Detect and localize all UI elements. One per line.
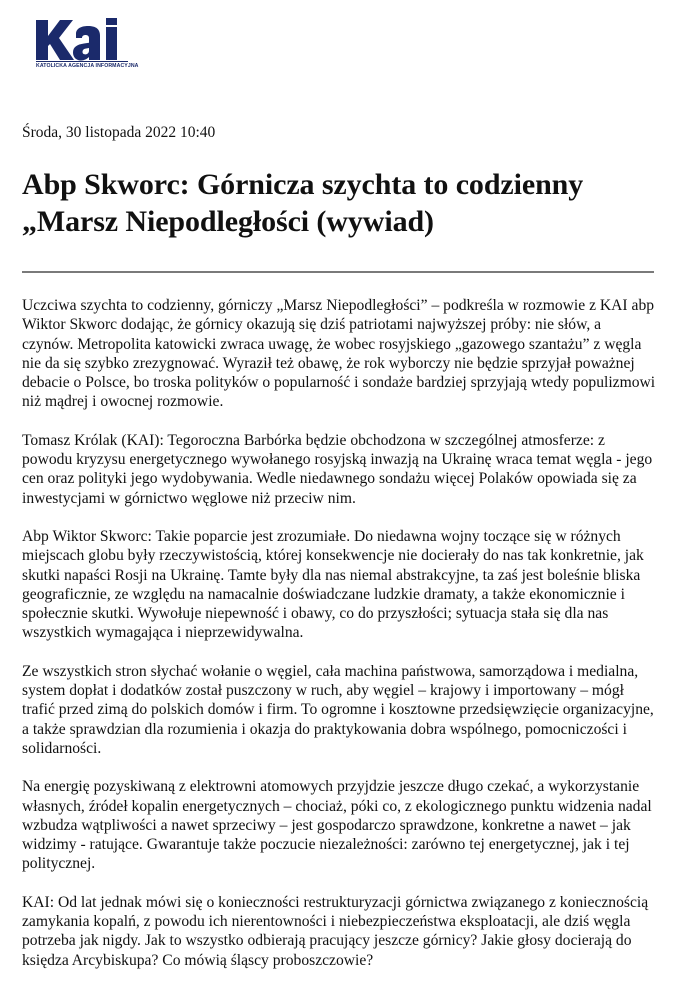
article-paragraph-question-2: KAI: Od lat jednak mówi się o konieczności restrukturyzacji górnictwa związanego z koniecznością zamykania kopalń, z powodu ich nierentowności i niebezpieczeństwa eksploatacji, ale dziś węgla potrzeba jak nigdy. Jak to wszystko odbierają pracujący jeszcze górnicy? Jakie głosy docierają do księdza Arcybiskupa? Co mówią śląscy proboszczowie?	[22, 893, 649, 969]
article-paragraph-lead: Uczciwa szychta to codzienny, górniczy „Marsz Niepodległości” – podkreśla w rozmowie z KAI abp Wiktor Skworc dodając, że górnicy okazują się dziś patriotami najwyższej próby: nie słów, a czynów. Metropolita katowicki zwraca uwagę, że wobec rosyjskiego „gazowego szantażu” z węgla nie da się szybko zrezygnować. Wyraził też obawę, że rok wyborczy nie będzie sprzyjał poważnej debacie o Polsce, bo troska polityków o popularność i sondaże bardziej sprzyjają wtedy populizmowi niż mądrej i owocnej rozmowie.	[22, 297, 656, 411]
kai-logo	[36, 18, 139, 74]
article-paragraph-answer-3: Na energię pozyskiwaną z elektrowni atomowych przyjdzie jeszcze długo czekać, a wykorzystanie własnych, źródeł kopalin energetycznych – chociaż, póki co, z ekologicznego punktu widzenia nadal wzbudza wątpliwości a nawet sprzeciwy – jest gospodarczo sprawdzone, konkretne a nawet – jak widzimy - ratujące. Gwarantuje także poczucie niezależności: zarówno tej energetycznej, jak i tej politycznej.	[22, 778, 652, 873]
article-paragraph-answer-1: Abp Wiktor Skworc: Takie poparcie jest zrozumiałe. Do niedawna wojny toczące się w różnych miejscach globu były rzeczywistością, której konsekwencje nie docierały do nas tak konkretnie, jak skutki napaści Rosji na Ukrainę. Tamte były dla nas niemal abstrakcyjne, ta zaś jest boleśnie bliska geograficznie, ze względu na namacalnie doświadczane ludzkie dramaty, a także ekonomicznie i społecznie skutki. Wywołuje niepewność i obawy, co do przyszłości; sytuacja stała się dla nas wszystkich wymagająca i nieprzewidywalna.	[22, 527, 644, 642]
article-paragraph-answer-2: Ze wszystkich stron słychać wołanie o węgiel, cała machina państwowa, samorządowa i medialna, system dopłat i dodatków został puszczony w ruch, aby węgiel – krajowy i importowany – mógł trafić przed zimą do polskich domów i firm. To ogromne i kosztowne przedsięwzięcie organizacyjne, a także sprawdzian dla rozumienia i okazja do praktykowania dobra wspólnego, pomocniczości i solidarności.	[22, 662, 654, 757]
kai-logo-mark	[36, 18, 128, 62]
article-title: Abp Skworc: Górnicza szychta to codzienny „Marsz Niepodległości (wywiad)	[22, 168, 584, 238]
article-body	[22, 296, 656, 989]
title-divider	[22, 271, 654, 273]
article-paragraph-question-1: Tomasz Królak (KAI): Tegoroczna Barbórka będzie obchodzona w szczególnej atmosferze: z powodu kryzysu energetycznego wywołanego rosyjską inwazją na Ukrainę wraca temat węgla - jego cen oraz polityki jego wydobywania. Wedle niedawnego sondażu więcej Polaków opowiada się za inwestycjami w górnictwo węglowe niż przeciw nim.	[22, 431, 653, 507]
article-date: Środa, 30 listopada 2022 10:40	[22, 124, 216, 141]
kai-logo-tagline: KATOLICKA AGENCJA INFORMACYJNA	[36, 63, 139, 69]
